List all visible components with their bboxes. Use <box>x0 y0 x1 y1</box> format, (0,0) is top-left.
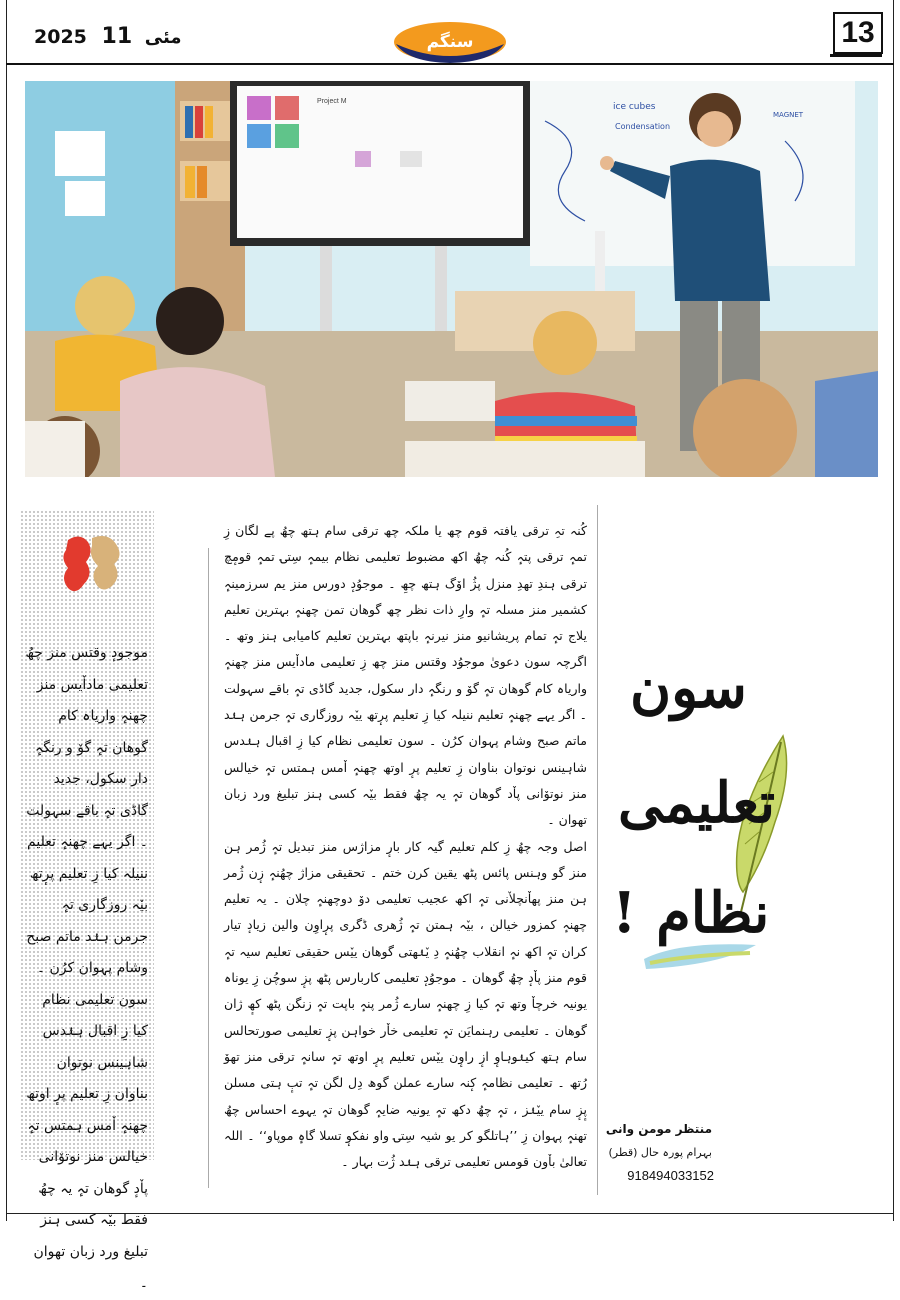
ink-blot-illustration <box>58 530 126 602</box>
page-number: 13 <box>833 12 883 54</box>
article-paragraph-2: اصل وجہ چھُ زِ کلم تعلیم گیہ کار بارٕ مزاژس منز تبدیل تہٕ ژُمر ہن منز گو وہنس پائس پٹھ یقین کرن ختم ۔ تحقیقی مزاژ چھُنہٕ زٕن ژُمر ہن منز پھاٚنچلاٚنی تہٕ اکھ عجیب تعلیمی دوٚ دوچھنہٕ چلان ۔ یہ تعلیم چھنہٕ کمزور خیالن ، بیٚہ ہمتن تہٕ ژُھری ڈگری پرٕاوِن والین زیادٕ تیار کران تہٕ اکھ نہٕ انقلاب چھُنہٕ دِ یٚنٛھتی گوھان ییٚس حقیقی تعلیم سیہ تہٕ قوم منز پاٚدٕ چھُ گوھان ۔ موجوُدٕ تعلیمی کاربارس پٹھ پزٕ سوچُن زِ یوناہ یونیہ خرچاٚ وتھ تہٕ کیا زِ چھنہٕ سارے ژُمر پنہٕ باپت تہٕ زنگن پٹھ کھٕ ژان گوھان ۔ تعلیمی رہنمایَن تہٕ تعلیمی خاٚر خواہن پزٕ تعلیمی صورتحالس سام ہتھ کینٛوہاوٕ ازٕ راوٕن ییٚس تعلیم پرٕ اوتھ تہٕ سانہٕ ترقی منز تھوٚ رُتھ ۔ تعلیمی نظامہٕ کٕنہ سارے عملن گوھ دِل لگن تہٕ تبٕ ہتی مسلن پٕزٕ سام ییٚنٛز ، تہٕ چھُ دکھ تہٕ یونیہ ضایہٕ گوھان تہٕ یہوے احساس چھُ تھنہٕ پہوان زِ ’’ہاتلگو کر یو شیہ سِتۍ واو نفکوٕ تسلا گاہٕ موپاو‘‘ ۔ اللہ تعالیٰ باٚون قومس تعلیمی ترقی ہنٛد ژُت بہار ۔ <box>224 838 587 1170</box>
logo-text: سنگم <box>426 32 474 52</box>
date-day: 11 <box>101 24 133 49</box>
board-word-ice-cubes: ice cubes <box>613 102 656 112</box>
title-line-2: تعلیمی <box>618 770 776 836</box>
newspaper-logo <box>392 20 508 64</box>
classroom-photo <box>25 81 878 477</box>
author-location: بہرام پورہ حال (قطر) <box>608 1146 712 1159</box>
date-month: مئی <box>144 27 182 48</box>
title-line-1: سون <box>630 655 747 721</box>
sidebar-text: موجودٕ وقتس منز چھُ تعلیمی ماداٚیس منز چھنہٕ واریاہ کام گوھان تہٕ گوٚ و رنگہٕ دار سکول، جدید گاڈی تہٕ باقے سہولت ۔ اگر یہے چھنہٕ تعلیم ننیلہ کیا زِ تعلیم پرٕتھ بیٚہ روزگاری تہٕ جرمن ہنٛد ماتم صبح وشام پہوان کرُن ۔ سون تعلیمی نظام کیا زِ اقبال ہنٛدس شاہینس نوتوان بناوان زِ تعلیم پرٕ اوتھ چھنہٕ اٚمس ہمتس تہٕ خیالس منز نوتوٚانی پاٚدٕ گوھان تہٕ یہ چھُ فقط بیٚہ کسی ہنز تبلیغ ورد زبان تھوان ۔ <box>25 645 148 1291</box>
author-phone: 918494033152 <box>627 1168 714 1183</box>
date-year: 2025 <box>34 26 87 48</box>
page-number-underline <box>830 54 882 57</box>
page-frame-left <box>6 0 7 1221</box>
column-rule-left <box>208 548 209 1188</box>
issue-date <box>34 24 187 49</box>
header-rule <box>6 63 894 65</box>
article-paragraph-1: کُنہ تہِ ترقی یافتہ قوم چھ یا ملکہ چھ ترقی سام ہتھ چھُ پے لگان زِ تمہٕ ترقی پتہٕ کُنہ چھُ اکھ مضبوط تعلیمی نظام بیمہٕ سِتۍ تمہٕ قومٕچ ترقی ہندِ تھدِ منزل پژُ اوٚگ ہتھ چھِ ۔ موجوُدٕ دورس منز یم سرزمینہٕ کشمیر منز مسلہ تہٕ وارِ ذات نظر چھ گوھان تمن چھنہٕ بہترین تعلیم یلاج تہٕ تمام پریشانیو منز نیرنہٕ باپتھ بہترین تعلیم کامیابی ہنز وتھ ۔ اگرچہ سون دعویٰ موجوُد وقتس منز چھ زِ تعلیمی ماداٚیس منز چھنہٕ واریاہ کام گوھان تہٕ گوٚ و رنگہٕ دار سکول، جدید گاڈی تہٕ باقے سہولت ۔ اگر یہے چھنہٕ تعلیم ننیلہ کیا زِ تعلیم پرٕتھ ییٚہ روزگاری تہٕ جرمن ہنٛد ماتم صبح وشام پہوان کرُن ۔ سون تعلیمی نظام کیا زِ اقبال ہنٛدس شاہینس نوتوان بناوان زِ تعلیم پرٕ اوتھ چھنہٕ اٚمس ہمتس تہٕ خیالس منز نوتوٚانی پاٚد گوھان تہٕ یہ چھُ فقط بیٚہ کسی ہنز تبلیغ ورد زبان تھوان ۔ <box>224 523 587 828</box>
board-word-magnet: MAGNET <box>773 111 804 119</box>
column-rule-right <box>597 505 598 1195</box>
author-name: منتظر مومن وانی <box>605 1122 712 1136</box>
article-body <box>224 518 587 1175</box>
page-frame-right <box>893 0 894 1221</box>
title-line-3: نظام ! <box>612 880 770 946</box>
board-heading: Project M <box>317 98 347 105</box>
board-word-condensation: Condensation <box>615 122 671 131</box>
